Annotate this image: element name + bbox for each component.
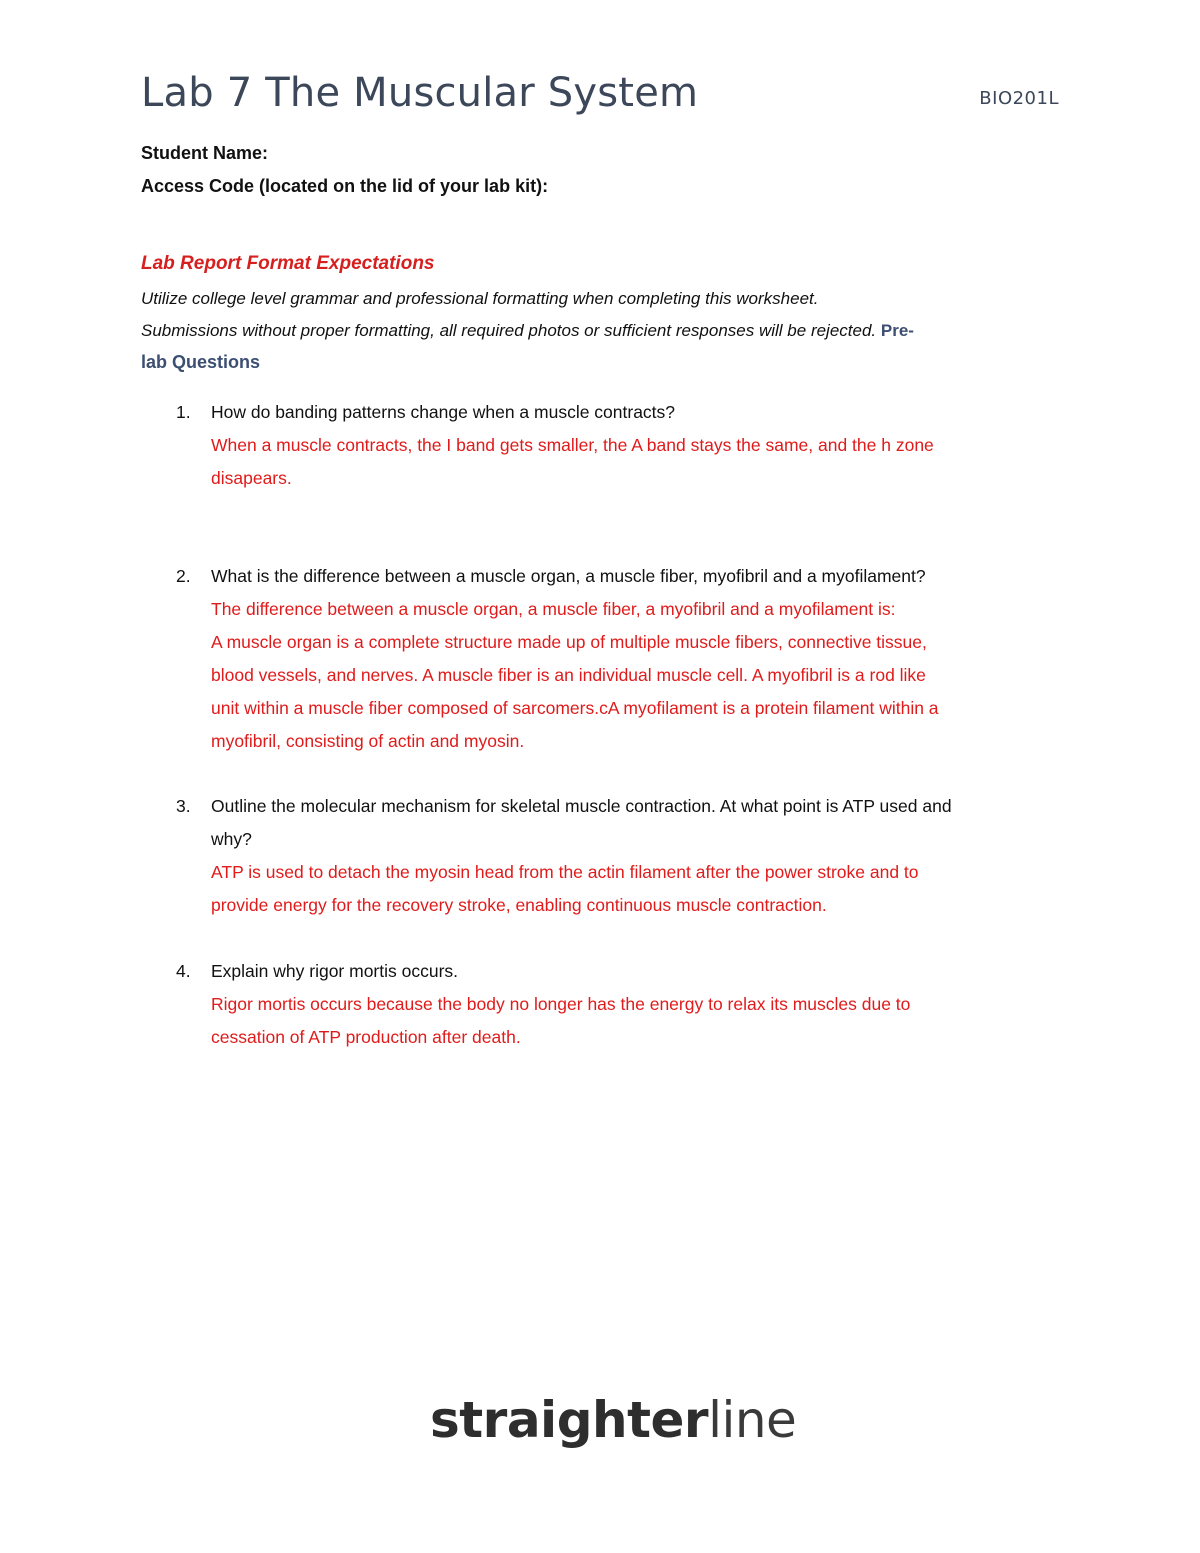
section-heading-expectations: Lab Report Format Expectations: [141, 253, 435, 274]
page-title: Lab 7 The Muscular System: [141, 70, 699, 116]
question-text: [211, 790, 1071, 856]
answer-line: A muscle organ is a complete structure made up of multiple muscle fibers, connective tissue,: [211, 632, 927, 652]
answer-line: disapears.: [211, 468, 292, 488]
question-text: How do banding patterns change when a muscle contracts?: [211, 402, 676, 422]
question-text: Explain why rigor mortis occurs.: [211, 961, 459, 981]
prelab-heading-part1: Pre-: [880, 321, 914, 340]
answer-line: myofibril, consisting of actin and myosin.: [211, 731, 525, 751]
straighterline-logo: [430, 1388, 796, 1452]
question-number: 3.: [176, 796, 191, 816]
question-line: why?: [211, 829, 252, 849]
question-body: [211, 560, 1071, 758]
logo-text-light: line: [708, 1391, 797, 1449]
answer-line: cessation of ATP production after death.: [211, 1027, 521, 1047]
answer-text: [211, 856, 1071, 922]
prelab-heading-part2: lab Questions: [141, 352, 261, 372]
answer-text: [211, 429, 1071, 495]
question-text: What is the difference between a muscle organ, a muscle fiber, myofibril and a myofilament?: [211, 566, 926, 586]
question-number: 4.: [176, 961, 191, 981]
answer-text: [211, 593, 1071, 758]
question-number: 2.: [176, 566, 191, 586]
question-line: Outline the molecular mechanism for skeletal muscle contraction. At what point is ATP used and: [211, 796, 952, 816]
answer-line: provide energy for the recovery stroke, enabling continuous muscle contraction.: [211, 895, 827, 915]
expectations-line-2: [141, 321, 914, 341]
course-code: BIO201L: [979, 88, 1059, 109]
student-name-label: Student Name:: [141, 143, 269, 163]
answer-line: When a muscle contracts, the I band gets smaller, the A band stays the same, and the h zone: [211, 435, 934, 455]
expectations-line-2-text: Submissions without proper formatting, all required photos or sufficient responses will be rejected.: [141, 321, 877, 340]
answer-line: The difference between a muscle organ, a muscle fiber, a myofibril and a myofilament is:: [211, 599, 896, 619]
question-body: [211, 955, 1071, 1054]
question-body: [211, 396, 1071, 495]
answer-text: [211, 988, 1071, 1054]
title-row: [141, 70, 1061, 126]
answer-line: unit within a muscle fiber composed of sarcomers.cA myofilament is a protein filament within a: [211, 698, 939, 718]
answer-line: Rigor mortis occurs because the body no longer has the energy to relax its muscles due to: [211, 994, 911, 1014]
question-body: [211, 790, 1071, 922]
answer-line: ATP is used to detach the myosin head from the actin filament after the power stroke and to: [211, 862, 919, 882]
access-code-label: Access Code (located on the lid of your lab kit):: [141, 176, 549, 196]
question-number: 1.: [176, 402, 191, 422]
logo-text-bold: straighter: [430, 1391, 709, 1449]
expectations-line-1: Utilize college level grammar and professional formatting when completing this worksheet.: [141, 289, 819, 308]
answer-line: blood vessels, and nerves. A muscle fiber is an individual muscle cell. A myofibril is a rod like: [211, 665, 926, 685]
